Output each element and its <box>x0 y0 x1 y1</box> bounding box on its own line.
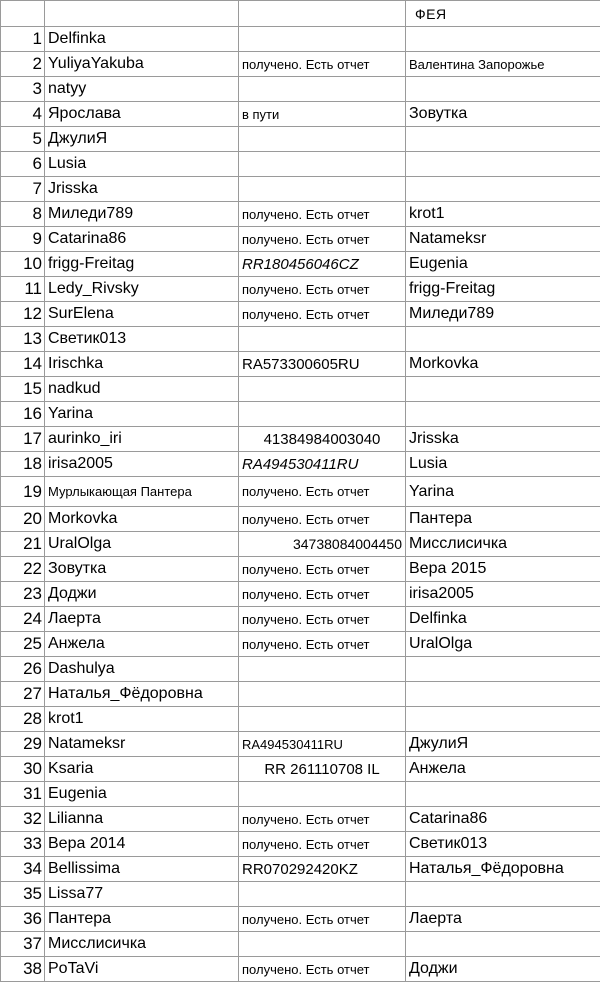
nick-cell[interactable]: Yarina <box>45 402 239 427</box>
status-cell[interactable] <box>239 657 406 682</box>
nick-cell[interactable]: Dashulya <box>45 657 239 682</box>
row-number-cell[interactable]: 25 <box>1 632 45 657</box>
fairy-cell[interactable]: Миледи789 <box>406 302 600 327</box>
fairy-cell[interactable] <box>406 707 600 732</box>
row-number-cell[interactable]: 15 <box>1 377 45 402</box>
row-number-cell[interactable]: 35 <box>1 882 45 907</box>
row-number-cell[interactable]: 19 <box>1 477 45 507</box>
table-row <box>1 452 600 477</box>
row-number-cell[interactable]: 11 <box>1 277 45 302</box>
table-row <box>1 832 600 857</box>
nick-cell[interactable]: natyy <box>45 77 239 102</box>
fairy-cell[interactable]: Lusia <box>406 452 600 477</box>
status-cell[interactable]: RA494530411RU <box>239 452 406 477</box>
table-row <box>1 532 600 557</box>
table-row <box>1 907 600 932</box>
status-cell[interactable]: получено. Есть отчет <box>239 302 406 327</box>
table-row <box>1 882 600 907</box>
status-cell[interactable]: получено. Есть отчет <box>239 957 406 982</box>
status-cell[interactable]: получено. Есть отчет <box>239 582 406 607</box>
nick-cell[interactable]: aurinko_iri <box>45 427 239 452</box>
row-number-cell[interactable]: 10 <box>1 252 45 277</box>
fairy-cell[interactable]: Доджи <box>406 957 600 982</box>
table-row <box>1 252 600 277</box>
table-row <box>1 302 600 327</box>
row-number-cell[interactable]: 37 <box>1 932 45 957</box>
status-cell[interactable]: получено. Есть отчет <box>239 632 406 657</box>
table-row <box>1 557 600 582</box>
table-row <box>1 52 600 77</box>
row-number-cell[interactable]: 1 <box>1 27 45 52</box>
row-number-cell[interactable]: 6 <box>1 152 45 177</box>
status-cell[interactable] <box>239 782 406 807</box>
fairy-cell[interactable]: Eugenia <box>406 252 600 277</box>
table-row <box>1 177 600 202</box>
nick-cell[interactable]: Ярослава <box>45 102 239 127</box>
row-number-cell[interactable]: 21 <box>1 532 45 557</box>
row-number-cell[interactable]: 16 <box>1 402 45 427</box>
nick-cell[interactable]: Ksaria <box>45 757 239 782</box>
fairy-cell[interactable] <box>406 377 600 402</box>
status-cell[interactable] <box>239 682 406 707</box>
fairy-cell[interactable]: frigg-Freitag <box>406 277 600 302</box>
row-number-cell[interactable]: 14 <box>1 352 45 377</box>
nick-cell[interactable]: Доджи <box>45 582 239 607</box>
fairy-cell[interactable]: Анжела <box>406 757 600 782</box>
table-row <box>1 932 600 957</box>
status-cell[interactable]: в пути <box>239 102 406 127</box>
table-row <box>1 402 600 427</box>
nick-cell[interactable]: Миледи789 <box>45 202 239 227</box>
table-row <box>1 757 600 782</box>
row-number-cell[interactable]: 23 <box>1 582 45 607</box>
row-number-cell[interactable]: 32 <box>1 807 45 832</box>
nick-cell[interactable]: Лаерта <box>45 607 239 632</box>
fairy-cell[interactable] <box>406 27 600 52</box>
status-cell[interactable] <box>239 177 406 202</box>
status-cell[interactable]: получено. Есть отчет <box>239 832 406 857</box>
fairy-cell[interactable]: ДжулиЯ <box>406 732 600 757</box>
table-row <box>1 807 600 832</box>
row-number-cell[interactable]: 24 <box>1 607 45 632</box>
table-row <box>1 582 600 607</box>
table-row <box>1 127 600 152</box>
table-row <box>1 707 600 732</box>
nick-cell[interactable]: SurElena <box>45 302 239 327</box>
row-number-cell[interactable]: 12 <box>1 302 45 327</box>
table-row <box>1 152 600 177</box>
fairy-cell[interactable] <box>406 932 600 957</box>
fairy-cell[interactable]: Лаерта <box>406 907 600 932</box>
table-row <box>1 732 600 757</box>
row-number-cell[interactable]: 20 <box>1 507 45 532</box>
header-cell-fairy[interactable]: ФЕЯ <box>406 1 600 27</box>
row-number-cell[interactable]: 38 <box>1 957 45 982</box>
row-number-cell[interactable]: 18 <box>1 452 45 477</box>
fairy-cell[interactable] <box>406 682 600 707</box>
fairy-cell[interactable]: Наталья_Фёдоровна <box>406 857 600 882</box>
table-row <box>1 227 600 252</box>
nick-cell[interactable]: Вера 2014 <box>45 832 239 857</box>
status-cell[interactable] <box>239 127 406 152</box>
row-number-cell[interactable]: 34 <box>1 857 45 882</box>
table-row <box>1 957 600 982</box>
fairy-cell[interactable] <box>406 177 600 202</box>
fairy-cell[interactable]: Delfinka <box>406 607 600 632</box>
nick-cell[interactable]: Lissa77 <box>45 882 239 907</box>
table-row <box>1 857 600 882</box>
status-cell[interactable]: RA573300605RU <box>239 352 406 377</box>
row-number-cell[interactable]: 2 <box>1 52 45 77</box>
nick-cell[interactable]: Пантера <box>45 907 239 932</box>
status-cell[interactable]: получено. Есть отчет <box>239 607 406 632</box>
status-cell[interactable] <box>239 77 406 102</box>
table-row <box>1 632 600 657</box>
status-cell[interactable]: RR070292420KZ <box>239 857 406 882</box>
status-cell[interactable]: 41384984003040 <box>239 427 406 452</box>
table-row <box>1 27 600 52</box>
nick-cell[interactable]: Eugenia <box>45 782 239 807</box>
row-number-cell[interactable]: 3 <box>1 77 45 102</box>
table-row <box>1 682 600 707</box>
table-row <box>1 607 600 632</box>
status-cell[interactable]: получено. Есть отчет <box>239 507 406 532</box>
fairy-cell[interactable] <box>406 152 600 177</box>
row-number-cell[interactable]: 29 <box>1 732 45 757</box>
nick-cell[interactable]: PoTaVi <box>45 957 239 982</box>
fairy-cell[interactable] <box>406 327 600 352</box>
status-cell[interactable] <box>239 327 406 352</box>
status-cell[interactable] <box>239 882 406 907</box>
row-number-cell[interactable]: 13 <box>1 327 45 352</box>
table-row <box>1 352 600 377</box>
fairy-cell[interactable]: Зовутка <box>406 102 600 127</box>
status-cell[interactable]: RR180456046CZ <box>239 252 406 277</box>
fairy-cell[interactable] <box>406 402 600 427</box>
row-number-cell[interactable]: 30 <box>1 757 45 782</box>
status-cell[interactable] <box>239 402 406 427</box>
nick-cell[interactable]: Мурлыкающая Пантера <box>45 477 239 507</box>
nick-cell[interactable]: Irischka <box>45 352 239 377</box>
table-row <box>1 377 600 402</box>
row-number-cell[interactable]: 36 <box>1 907 45 932</box>
row-number-cell[interactable]: 27 <box>1 682 45 707</box>
fairy-cell[interactable]: Светик013 <box>406 832 600 857</box>
header-row <box>1 1 600 27</box>
nick-cell[interactable]: Наталья_Фёдоровна <box>45 682 239 707</box>
fairy-cell[interactable]: Мисслисичка <box>406 532 600 557</box>
nick-cell[interactable]: irisa2005 <box>45 452 239 477</box>
fairy-cell[interactable]: Natameksr <box>406 227 600 252</box>
fairy-cell[interactable]: Catarina86 <box>406 807 600 832</box>
nick-cell[interactable]: Catarina86 <box>45 227 239 252</box>
status-cell[interactable] <box>239 152 406 177</box>
status-cell[interactable]: получено. Есть отчет <box>239 202 406 227</box>
status-cell[interactable] <box>239 707 406 732</box>
nick-cell[interactable]: Светик013 <box>45 327 239 352</box>
table-row <box>1 477 600 507</box>
status-cell[interactable]: получено. Есть отчет <box>239 557 406 582</box>
nick-cell[interactable]: Morkovka <box>45 507 239 532</box>
nick-cell[interactable]: Анжела <box>45 632 239 657</box>
status-cell[interactable] <box>239 377 406 402</box>
fairy-cell[interactable]: krot1 <box>406 202 600 227</box>
header-cell-status[interactable] <box>239 1 406 27</box>
nick-cell[interactable]: Мисслисичка <box>45 932 239 957</box>
nick-cell[interactable]: Lilianna <box>45 807 239 832</box>
status-cell[interactable]: RA494530411RU <box>239 732 406 757</box>
status-cell[interactable]: получено. Есть отчет <box>239 227 406 252</box>
fairy-cell[interactable] <box>406 782 600 807</box>
status-cell[interactable]: получено. Есть отчет <box>239 807 406 832</box>
fairy-cell[interactable]: Пантера <box>406 507 600 532</box>
table-row <box>1 202 600 227</box>
nick-cell[interactable]: Natameksr <box>45 732 239 757</box>
row-number-cell[interactable]: 28 <box>1 707 45 732</box>
fairy-cell[interactable]: Валентина Запорожье <box>406 52 600 77</box>
fairy-cell[interactable] <box>406 882 600 907</box>
status-cell[interactable] <box>239 27 406 52</box>
table-row <box>1 782 600 807</box>
fairy-cell[interactable]: irisa2005 <box>406 582 600 607</box>
nick-cell[interactable]: Ledy_Rivsky <box>45 277 239 302</box>
nick-cell[interactable]: frigg-Freitag <box>45 252 239 277</box>
table-row <box>1 657 600 682</box>
table-row <box>1 507 600 532</box>
nick-cell[interactable]: ДжулиЯ <box>45 127 239 152</box>
header-cell-num[interactable] <box>1 1 45 27</box>
fairy-cell[interactable]: Yarina <box>406 477 600 507</box>
table-row <box>1 327 600 352</box>
nick-cell[interactable]: UralOlga <box>45 532 239 557</box>
status-cell[interactable]: получено. Есть отчет <box>239 52 406 77</box>
row-number-cell[interactable]: 4 <box>1 102 45 127</box>
nick-cell[interactable]: Delfinka <box>45 27 239 52</box>
fairy-cell[interactable] <box>406 77 600 102</box>
nick-cell[interactable]: Lusia <box>45 152 239 177</box>
row-number-cell[interactable]: 17 <box>1 427 45 452</box>
fairy-cell[interactable]: Morkovka <box>406 352 600 377</box>
fairy-cell[interactable] <box>406 127 600 152</box>
table-row <box>1 277 600 302</box>
row-number-cell[interactable]: 8 <box>1 202 45 227</box>
row-number-cell[interactable]: 31 <box>1 782 45 807</box>
row-number-cell[interactable]: 33 <box>1 832 45 857</box>
row-number-cell[interactable]: 26 <box>1 657 45 682</box>
row-number-cell[interactable]: 7 <box>1 177 45 202</box>
nick-cell[interactable]: Bellissima <box>45 857 239 882</box>
header-cell-nick[interactable] <box>45 1 239 27</box>
fairy-cell[interactable]: Jrisska <box>406 427 600 452</box>
status-cell[interactable]: RR 261110708 IL <box>239 757 406 782</box>
nick-cell[interactable]: krot1 <box>45 707 239 732</box>
fairy-cell[interactable] <box>406 657 600 682</box>
status-cell[interactable]: получено. Есть отчет <box>239 907 406 932</box>
nick-cell[interactable]: Зовутка <box>45 557 239 582</box>
nick-cell[interactable]: YuliyaYakuba <box>45 52 239 77</box>
status-cell[interactable]: получено. Есть отчет <box>239 477 406 507</box>
row-number-cell[interactable]: 5 <box>1 127 45 152</box>
row-number-cell[interactable]: 22 <box>1 557 45 582</box>
status-cell[interactable] <box>239 932 406 957</box>
row-number-cell[interactable]: 9 <box>1 227 45 252</box>
status-cell[interactable]: 34738084004450 <box>239 532 406 557</box>
fairy-cell[interactable]: UralOlga <box>406 632 600 657</box>
nick-cell[interactable]: nadkud <box>45 377 239 402</box>
fairy-cell[interactable]: Вера 2015 <box>406 557 600 582</box>
status-cell[interactable]: получено. Есть отчет <box>239 277 406 302</box>
nick-cell[interactable]: Jrisska <box>45 177 239 202</box>
table-row <box>1 102 600 127</box>
table-row <box>1 77 600 102</box>
table-row <box>1 427 600 452</box>
